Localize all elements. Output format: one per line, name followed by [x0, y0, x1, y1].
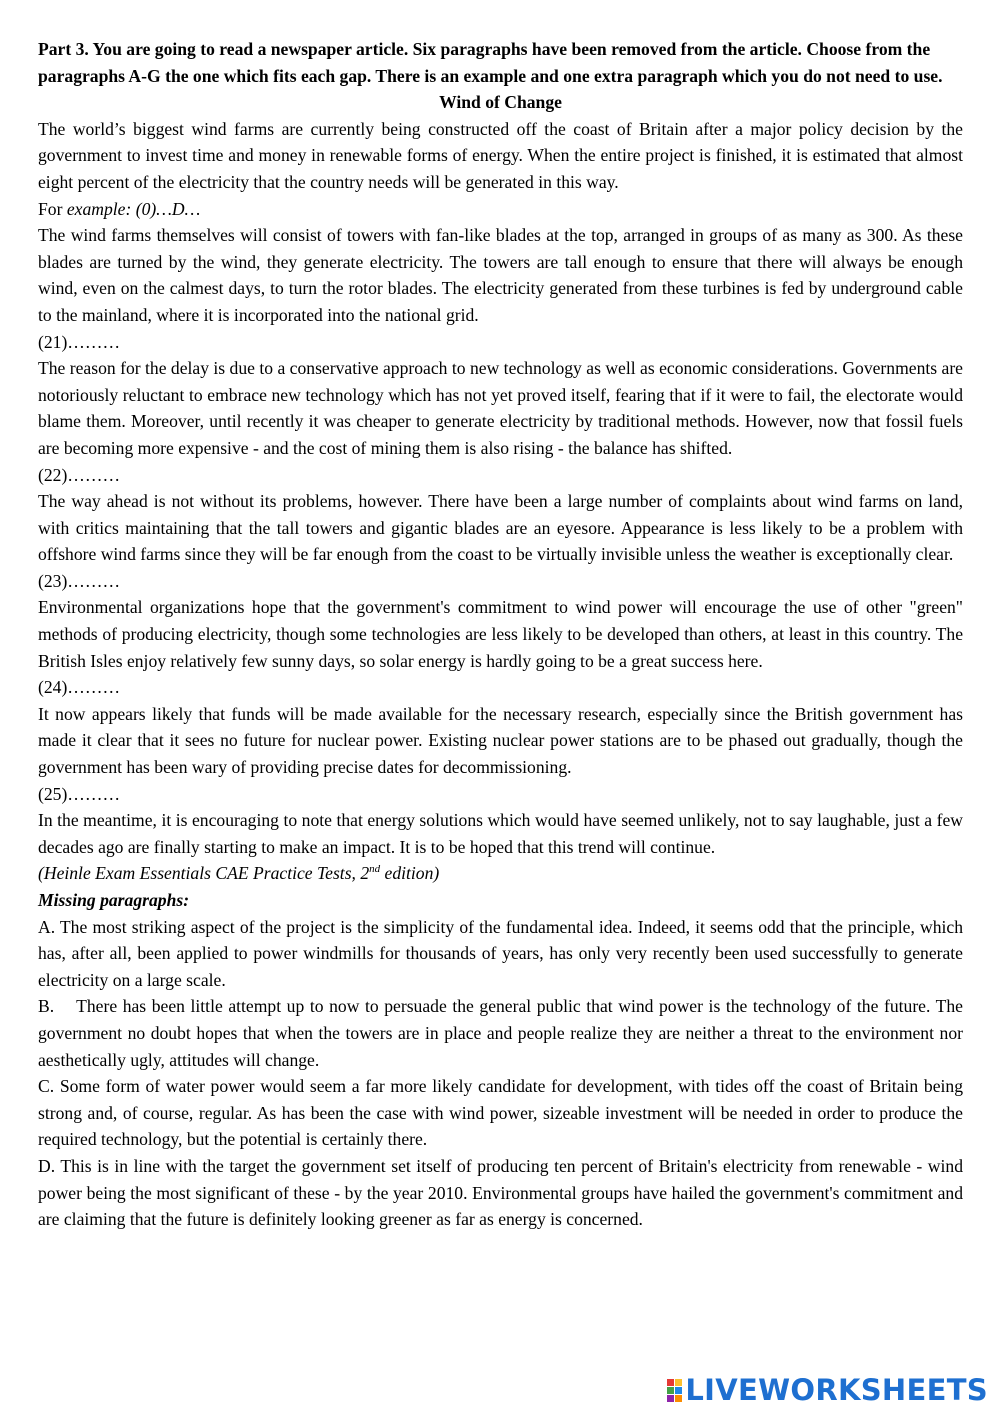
article-paragraph-5: It now appears likely that funds will be made available for the necessary research, especially since the British government has made it clear that it sees no future for nuclear power. Existing nuclear power stations are to be phased out gradually, though the government has been wary of providing precise dates for decommissioning.: [38, 703, 963, 778]
option-b: B. There has been little attempt up to now to persuade the general public that wind power is the technology of the future. The government no doubt hopes that when the towers are in place and people realize they are neither a threat to the environment nor aesthetically ugly, attitudes will change.: [38, 996, 968, 1070]
option-d: D. This is in line with the target the government set itself of producing ten percent of Britain's electricity from renewable - wind power being the most significant of these - by the year 2010. Environmental groups have hailed the government's commitment and are claiming that the future is definitely looking greener as far as energy is concerned.: [38, 1155, 963, 1230]
example-line: [38, 196, 963, 223]
liveworksheets-logo[interactable]: [667, 1374, 988, 1406]
source-pre: (Heinle Exam Essentials CAE Practice Tests, 2: [38, 863, 370, 884]
logo-text: LIVEWORKSHEETS: [685, 1373, 988, 1407]
worksheet-page: [38, 36, 968, 1233]
example-prefix: For: [38, 198, 67, 219]
article-title: Wind of Change: [439, 92, 562, 113]
gap-21[interactable]: (21)………: [38, 331, 121, 352]
source-post: edition): [380, 863, 440, 884]
source-citation: [38, 860, 963, 887]
missing-paragraphs-heading: Missing paragraphs:: [38, 890, 190, 910]
article-paragraph-3: The way ahead is not without its problems, however. There have been a large number of complaints about wind farms on land, with critics maintaining that the tall towers and gigantic blades are an eyesore. Appearance is less likely to be a problem with offshore wind farms since they will be far enough from the coast to be virtually invisible unless the weather is exceptionally clear.: [38, 491, 963, 565]
instructions: Part 3. You are going to read a newspaper article. Six paragraphs have been removed from the article. Choose from the paragraphs A-G the one which fits each gap. There is an example and one extra paragraph which you do not need to use.: [38, 39, 943, 86]
option-c: C. Some form of water power would seem a far more likely candidate for development, with tides off the coast of Britain being strong and, of course, regular. As has been the case with wind power, sizeable investment will be needed in order to produce the required technology, but the potential is certainly there.: [38, 1076, 963, 1150]
gap-22[interactable]: (22)………: [38, 464, 121, 485]
article-paragraph-1: The wind farms themselves will consist of towers with fan-like blades at the top, arranged in groups of as many as 300. As these blades are turned by the wind, they generate electricity. The towers are tall enough to ensure that there will always be enough wind, even on the calmest days, to turn the rotor blades. The electricity generated from these turbines is fed by underground cable to the mainland, where it is incorporated into the national grid.: [38, 225, 963, 325]
article-paragraph-6: In the meantime, it is encouraging to note that energy solutions which would have seemed unlikely, not to say laughable, just a few decades ago are finally starting to make an impact. It is to be hoped that this trend will continue.: [38, 810, 963, 857]
gap-25[interactable]: (25)………: [38, 783, 121, 804]
source-sup: nd: [369, 863, 381, 876]
gap-24[interactable]: (24)………: [38, 677, 121, 698]
article-intro: The world’s biggest wind farms are currently being constructed off the coast of Britain after a major policy decision by the government to invest time and money in renewable forms of energy. When the entire project is finished, it is estimated that almost eight percent of the electricity that the country needs will be generated in this way.: [38, 118, 963, 192]
article-paragraph-4: Environmental organizations hope that the government's commitment to wind power will encourage the use of other "green" methods of producing electricity, though some technologies are less likely to be developed than others, at least in this country. The British Isles enjoy relatively few sunny days, so solar energy is hardly going to be a great success here.: [38, 597, 963, 671]
article-paragraph-2: The reason for the delay is due to a conservative approach to new technology as well as economic considerations. Governments are notoriously reluctant to embrace new technology which has not yet proved itself, fearing that if it were to fail, the electorate would blame them. Moreover, until recently it was cheaper to generate electricity by traditional methods. However, now that fossil fuels are becoming more expensive - and the cost of mining them is also rising - the balance has shifted.: [38, 358, 963, 458]
logo-blocks-icon: [667, 1379, 682, 1402]
gap-23[interactable]: (23)………: [38, 570, 121, 591]
option-a: A. The most striking aspect of the project is the simplicity of the fundamental idea. Indeed, it seems odd that the principle, which has, after all, been applied to power windmills for thousands of years, has only very recently been used successfully to generate electricity on a large scale.: [38, 916, 963, 990]
example-answer: example: (0)…D…: [66, 198, 201, 219]
